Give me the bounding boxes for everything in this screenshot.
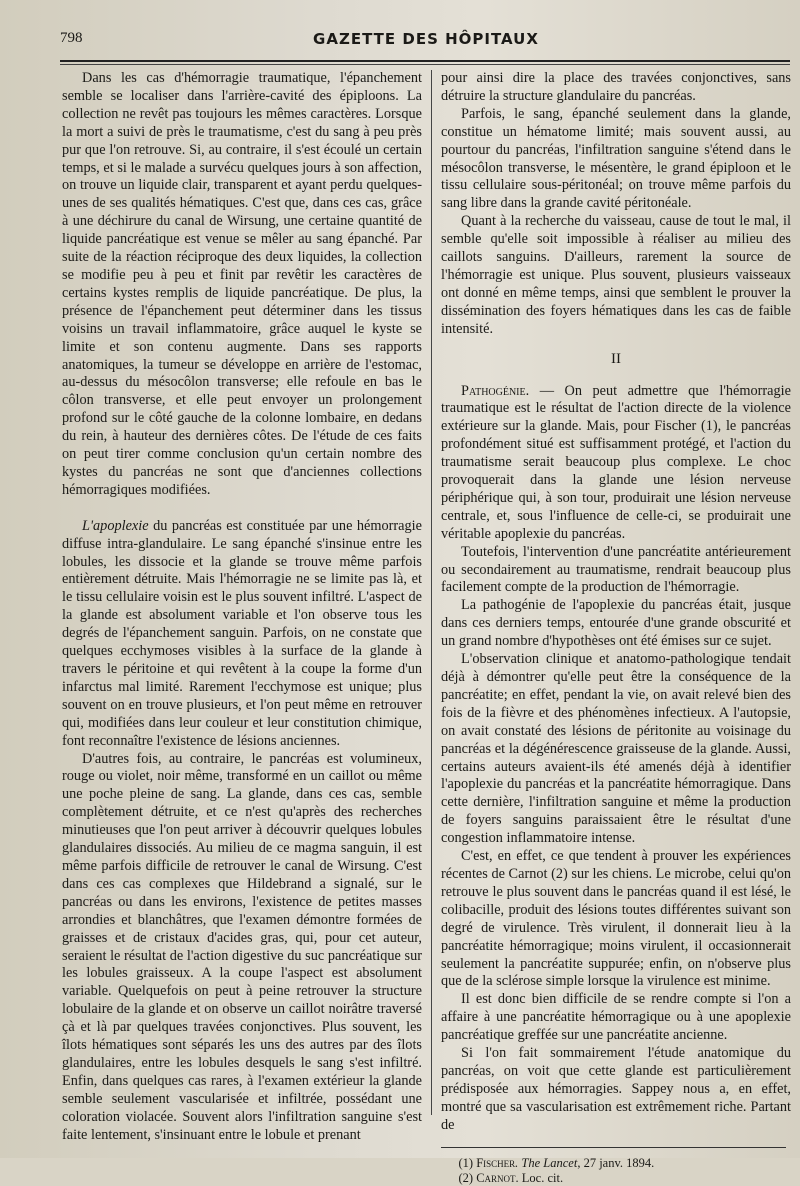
- paragraph: C'est, en effet, ce que tendent à prouver les expériences récentes de Carnot (2) sur les chiens. Le microbe, celui qu'on retrouve le plus souvent dans le pancréas quand il est lésé, le colibacille, produit des lésions toutes différentes suivant son degré de virulence. Très virulent, il donnerait lieu à la pancréatite hémorragique; moins virulent, il occasionnerait seulement la pancréatite suppurée; enfin, on n'observe plus que de la sclérose simple lorsque la virulence est minime.: [441, 848, 791, 990]
- right-column: [441, 70, 791, 1186]
- column-divider: [431, 70, 432, 1115]
- paragraph: Parfois, le sang, épanché seulement dans la glande, constitue un hématome limité; mais souvent aussi, au pourtour du pancréas, l'infiltration sanguine s'étend dans le mésocôlon transverse, le mésentère, le grand épiploon et le tissu cellulaire sous-péritonéal; on trouve même parfois du sang libre dans la grande cavité péritonéale.: [441, 105, 791, 212]
- section-number: II: [611, 350, 621, 367]
- paragraph-text: — On peut admettre que l'hémorragie traumatique est le résultat de l'action directe de la violence extérieure sur la glande. Mais, pour Fischer (1), le pancréas profondément situé est suffisamment protégé, et l'action du traumatisme serait beaucoup plus complexe. Le choc provoquerait dans la glande une lésion nerveuse périphérique qui, à son tour, produirait une lésion nerveuse centrale, et, sous l'influence de celle-ci, se produirait une véritable apoplexie du pancréas.: [441, 382, 791, 542]
- footnote-author: Fischer: [476, 1155, 516, 1170]
- header-rule: [60, 60, 790, 62]
- paragraph: pour ainsi dire la place des travées conjonctives, sans détruire la structure glandulaire du pancréas.: [441, 70, 791, 104]
- paragraph: Dans les cas d'hémorragie traumatique, l'épanchement semble se localiser dans l'arrière-cavité des épiploons. La collection ne revêt pas toujours les mêmes caractères. Lorsque la mort a suivi de près le traumatisme, c'est du sang à peu près pur que l'on retrouve. Si, au contraire, il s'est écoulé un certain temps, et si le malade a survécu quelques jours à son affection, on trouve un liquide clair, transparent et ayant perdu quelques-unes de ses qualités hématiques. C'est que, dans ces cas, grâce à une déchirure du canal de Wirsung, une certaine quantité de liquide pancréatique est venue se mêler au sang épanché. Par suite de la réaction réciproque des deux liquides, la collection se modifie peu à peu et finit par revêtir les caractères de certains kystes remplis de liquide pancréatique. De plus, la présence de l'épanchement peut déterminer dans les tissus voisins un travail inflammatoire, grâce auquel le kyste se limite et son contenu augmente. Dans ses rapports anatomiques, la tumeur se développe en arrière de l'estomac, au-dessus du mésocôlon transverse; elle refoule en bas le côlon transverse, et elle peut envoyer un prolongement profond sur le côté gauche de la colonne lombaire, en dedans du rein, à hauteur des dernières côtes. De l'étude de ces faits on peut tirer comme conclusion qu'un certain nombre des kystes du pancréas ne sont que d'anciennes collections hémorragiques modifiées.: [62, 70, 422, 498]
- page-number: 798: [60, 30, 83, 46]
- footnote: (1) Fischer. The Lancet, 27 janv. 1894.: [458, 1155, 655, 1170]
- paragraph-text: du pancréas est constituée par une hémorragie diffuse intra-glandulaire. Le sang épanché s'insinue entre les lobules, les dissocie et la glande se trouve même parfois entièrement détruite. Mais l'hémorragie ne se limite pas là, et le tissu cellulaire voisin est le plus souvent infiltré. L'aspect de la glande est absolument variable et l'on observe tous les degrés de l'épanchement sanguin. Parfois, on ne constate que quelques ecchymoses visibles à la surface de la glande à travers le péritoine et qui revêtent à la coupe la forme d'un infarctus mal limité. Rarement l'ecchymose est unique; plus souvent on en trouve plusieurs, et l'on peut même en retrouver qui, modifiées dans leur couleur et leur constitution chimique, font reconnaître l'existence de lésions anciennes.: [62, 517, 422, 749]
- paragraph: La pathogénie de l'apoplexie du pancréas était, jusque dans ces derniers temps, entourée d'une grande obscurité et un grand nombre d'hypothèses ont été émises sur ce sujet.: [441, 597, 791, 650]
- section-heading: Pathogénie.: [461, 382, 530, 399]
- paragraph: L'observation clinique et anatomo-pathologique tendait déjà à démontrer qu'elle peut être la conséquence de la pancréatite; en effet, pendant la vie, on avait relevé bien des fois de la fièvre et des phénomènes infectieux. A l'autopsie, on avait constaté des lésions de péritonite au voisinage du pancréas et la dégénérescence graisseuse de la glande. Aussi, certains auteurs avaient-ils été amenés déjà à identifier l'apoplexie du pancréas et la pancréatite hémorragique. Dans cette dernière, l'infiltration sanguine et même la production de foyers sanguins paraissaient être le résultat d'une congestion inflammatoire intense.: [441, 651, 791, 847]
- paragraph: Si l'on fait sommairement l'étude anatomique du pancréas, on voit que cette glande est particulièrement prédisposée aux hémorragies. Sappey nous a, en effet, montré que sa vascularisation est extrêmement riche. Partant de: [441, 1045, 791, 1133]
- footnote-source: . The Lancet: [515, 1155, 578, 1170]
- journal-title: GAZETTE DES HÔPITAUX: [313, 30, 539, 48]
- paragraph: Toutefois, l'intervention d'une pancréatite antérieurement ou secondairement au traumatisme, rendrait beaucoup plus facilement compte de la production de l'hémorragie.: [441, 543, 791, 596]
- header-rule-thin: [60, 64, 790, 65]
- footnote: (2) Carnot. Loc. cit.: [458, 1170, 564, 1185]
- paragraph: Quant à la recherche du vaisseau, cause de tout le mal, il semble qu'elle soit impossible à réaliser au milieu des caillots sanguins. D'ailleurs, rarement la source de l'hémorragie est unique. Plus souvent, plusieurs vaisseaux ont donné en même temps, ainsi que semblent le prouver la dissémination des foyers hématiques dans les cas de faible intensité.: [441, 213, 791, 337]
- footnote-author: Carnot: [476, 1170, 516, 1185]
- paragraph: Il est donc bien difficile de se rendre compte si l'on a affaire à une pancréatite hémorragique ou à une apoplexie pancréatique greffée sur une pancréatite ancienne.: [441, 991, 791, 1044]
- paragraph: [441, 383, 791, 544]
- left-column: [62, 70, 422, 1144]
- footnote-rule: [441, 1147, 786, 1148]
- paragraph: D'autres fois, au contraire, le pancréas est volumineux, rouge ou violet, noir même, transformé en un caillot ou même une poche pleine de sang. La glande, dans ces cas, semble complètement détruite, et ce n'est qu'après des recherches minutieuses que l'on peut arriver à découvrir quelques lobules glandulaires dissociés. Au milieu de ce magma sanguin, il est même parfois difficile de retrouver le canal de Wirsung. C'est dans ces cas complexes que Hildebrand a signalé, sur le pancréas ou dans les environs, l'existence de petites masses arrondies et blanchâtres, que l'examen démontre formées de graisses et de cristaux d'acides gras, qui, pour cet auteur, seraient le résultat de l'action digestive du suc pancréatique sur les lobules graisseux. A la coupe l'aspect est absolument variable. Quelquefois on peut à peine retrouver la structure lobulaire de la glande et on observe un caillot noirâtre traversé çà et là par quelques travées conjonctives. Plus souvent, les îlots hématiques sont séparés les uns des autres par des îlots glandulaires, entre les lobules desquels le sang s'est infiltré. Enfin, dans quelques cas rares, à l'examen extérieur la glande semble seulement vascularisée et infiltrée, possédant une coloration violacée. Souvent alors l'infiltration sanguine s'est faite lentement, s'insinuant entre le lobule et prenant: [62, 750, 422, 1143]
- paragraph: [62, 518, 422, 751]
- page-header: [60, 26, 792, 50]
- paragraph-lead: L'apoplexie: [82, 517, 149, 534]
